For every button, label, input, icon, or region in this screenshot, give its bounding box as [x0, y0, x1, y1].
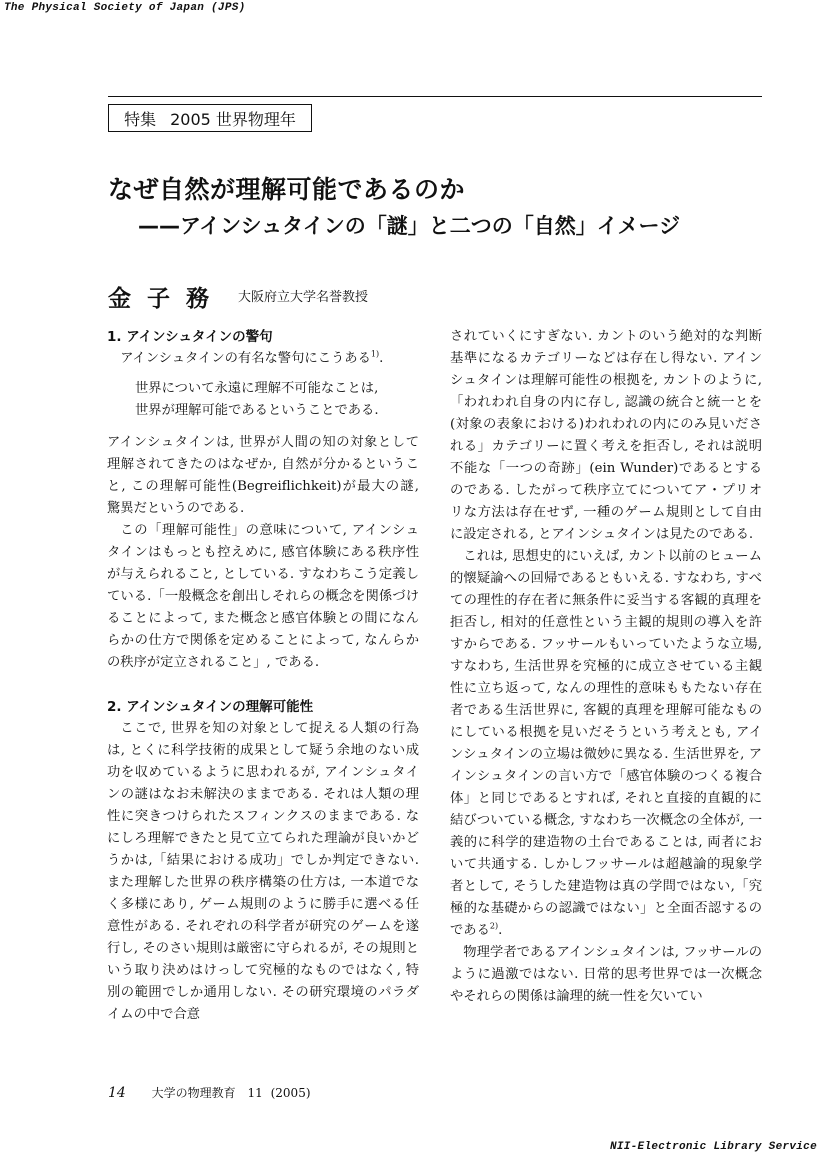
- paragraph: アインシュタインは, 世界が人間の知の対象として理解されてきたのはなぜか, 自然が分かるということ, この理解可能性(Begreiflichkeit)が最大の謎, 驚異だというのである.: [107, 435, 419, 516]
- quote-line-2: 世界が理解可能であるということである.: [135, 403, 379, 418]
- author-affiliation: 大阪府立大学名誉教授: [238, 290, 369, 305]
- article-title: なぜ自然が理解可能であるのか: [108, 175, 466, 204]
- right-column: [450, 326, 762, 1008]
- library-service-footer: NII-Electronic Library Service: [609, 1141, 817, 1153]
- top-rule: [108, 96, 762, 97]
- journal-name: 大学の物理教育: [151, 1086, 236, 1100]
- paragraph: ここで, 世界を知の対象として捉える人類の行為は, とくに科学技術的成果として疑う余地のない成功を収めているように思われるが, アインシュタインの謎はなお未解決のままである. それは人類の理性に突きつけられたスフィンクスのままである. なにしろ理解できたと見て立てられた理論が良いかどうかは,「結果における成功」でしか判定できない. また理解した世界の秩序構築の仕方は, 一本道でなく多様にあり, ゲーム規則のように勝手に選べる任意性がある. それぞれの科学者が研究のゲームを遂行し, そのさい規則は厳密に守られるが, その規則という取り決めはけっして究極的なものではなく, 特別の範囲でしか通用しない. その研究環境のパラダイムの中で合意: [107, 721, 419, 1022]
- paragraph: されていくにすぎない. カントのいう絶対的な判断基準になるカテゴリーなどは存在し得ない. アインシュタインは理解可能性の根拠を, カントのように,「われわれ自身の内に存し, 認識の統合と統一とを(対象の表象における)われわれの内にのみ見いだされる」カテゴリーに置く考えを拒否し, それは説明不能な「一つの奇跡」(ein Wunder)であるとするのである. したがって秩序立てについてア・プリオリな方法は存在せず, 一種のゲーム規則として自由に設定される, とアインシュタインは見たのである.: [450, 329, 762, 542]
- spacer: [107, 674, 419, 696]
- journal-year: (2005): [270, 1086, 311, 1100]
- section-2-heading: 2. アインシュタインの理解可能性: [107, 699, 314, 715]
- quote-line-1: 世界について永遠に理解不可能なことは,: [135, 381, 379, 396]
- author-name: 金子務: [108, 285, 225, 312]
- left-column: [107, 326, 419, 1026]
- einstein-quote: [135, 378, 419, 422]
- special-issue-box: [108, 104, 312, 132]
- article-subtitle: ——アインシュタインの「謎」と二つの「自然」イメージ: [138, 214, 681, 238]
- reference-2: 2): [489, 921, 499, 931]
- journal-volume: 11: [247, 1086, 263, 1100]
- page-footer: [108, 1084, 311, 1101]
- paragraph: この「理解可能性」の意味について, アインシュタインはもっとも控えめに, 感官体験にある秩序性が与えられること, としている. すなわちこう定義している.「一般概念を創出しそれらの概念を関係づけることによって, また概念と感官体験との間になんらかの仕方で関係を定めることによって, なんらかの秩序が定立されること」, である.: [107, 523, 419, 670]
- paragraph: 物理学者であるアインシュタインは, フッサールのように過激ではない. 日常的思考世界では一次概念やそれらの関係は論理的統一性を欠いてい: [450, 945, 762, 1004]
- page-number: 14: [108, 1085, 126, 1101]
- paragraph: これは, 思想史的にいえば, カント以前のヒューム的懐疑論への回帰であるともいえる. すなわち, すべての理性的存在者に無条件に妥当する客観的真理を拒否し, 相対的任意性という主観的規則の導入を許すからである. フッサールもいっていたような立場, すなわち, 生活世界を究極的に成立させている主観性に立ち返って, なんの理性的意味ももたない存在者である生活世界に, 客観的真理を理解可能なものにしている根拠を見いだそうという考えとも, アインシュタインの立場は微妙に異なる. 生活世界を, アインシュタインの言い方で「感官体験のつくる複合体」と同じであるとすれば, それと直接的直観的に結びついている概念, すなわち一次概念の全体が, 一義的に科学的建造物の土台であることは, 両者において共通する. しかしフッサールは超越論的現象学者として, そうした建造物は真の学問ではない,「究極的な基礎からの認識ではない」と全面否認するのである$^{2)}$.: [450, 549, 762, 938]
- section-1-intro: アインシュタインの有名な警句にこうある$^{1)}$.: [120, 349, 384, 366]
- section-1-heading: 1. アインシュタインの警句: [107, 329, 273, 345]
- special-issue-label: 特集: [124, 109, 157, 129]
- publisher-header: The Physical Society of Japan (JPS): [4, 2, 246, 14]
- special-issue-topic: 2005 世界物理年: [170, 109, 296, 129]
- reference-1: 1): [370, 349, 380, 359]
